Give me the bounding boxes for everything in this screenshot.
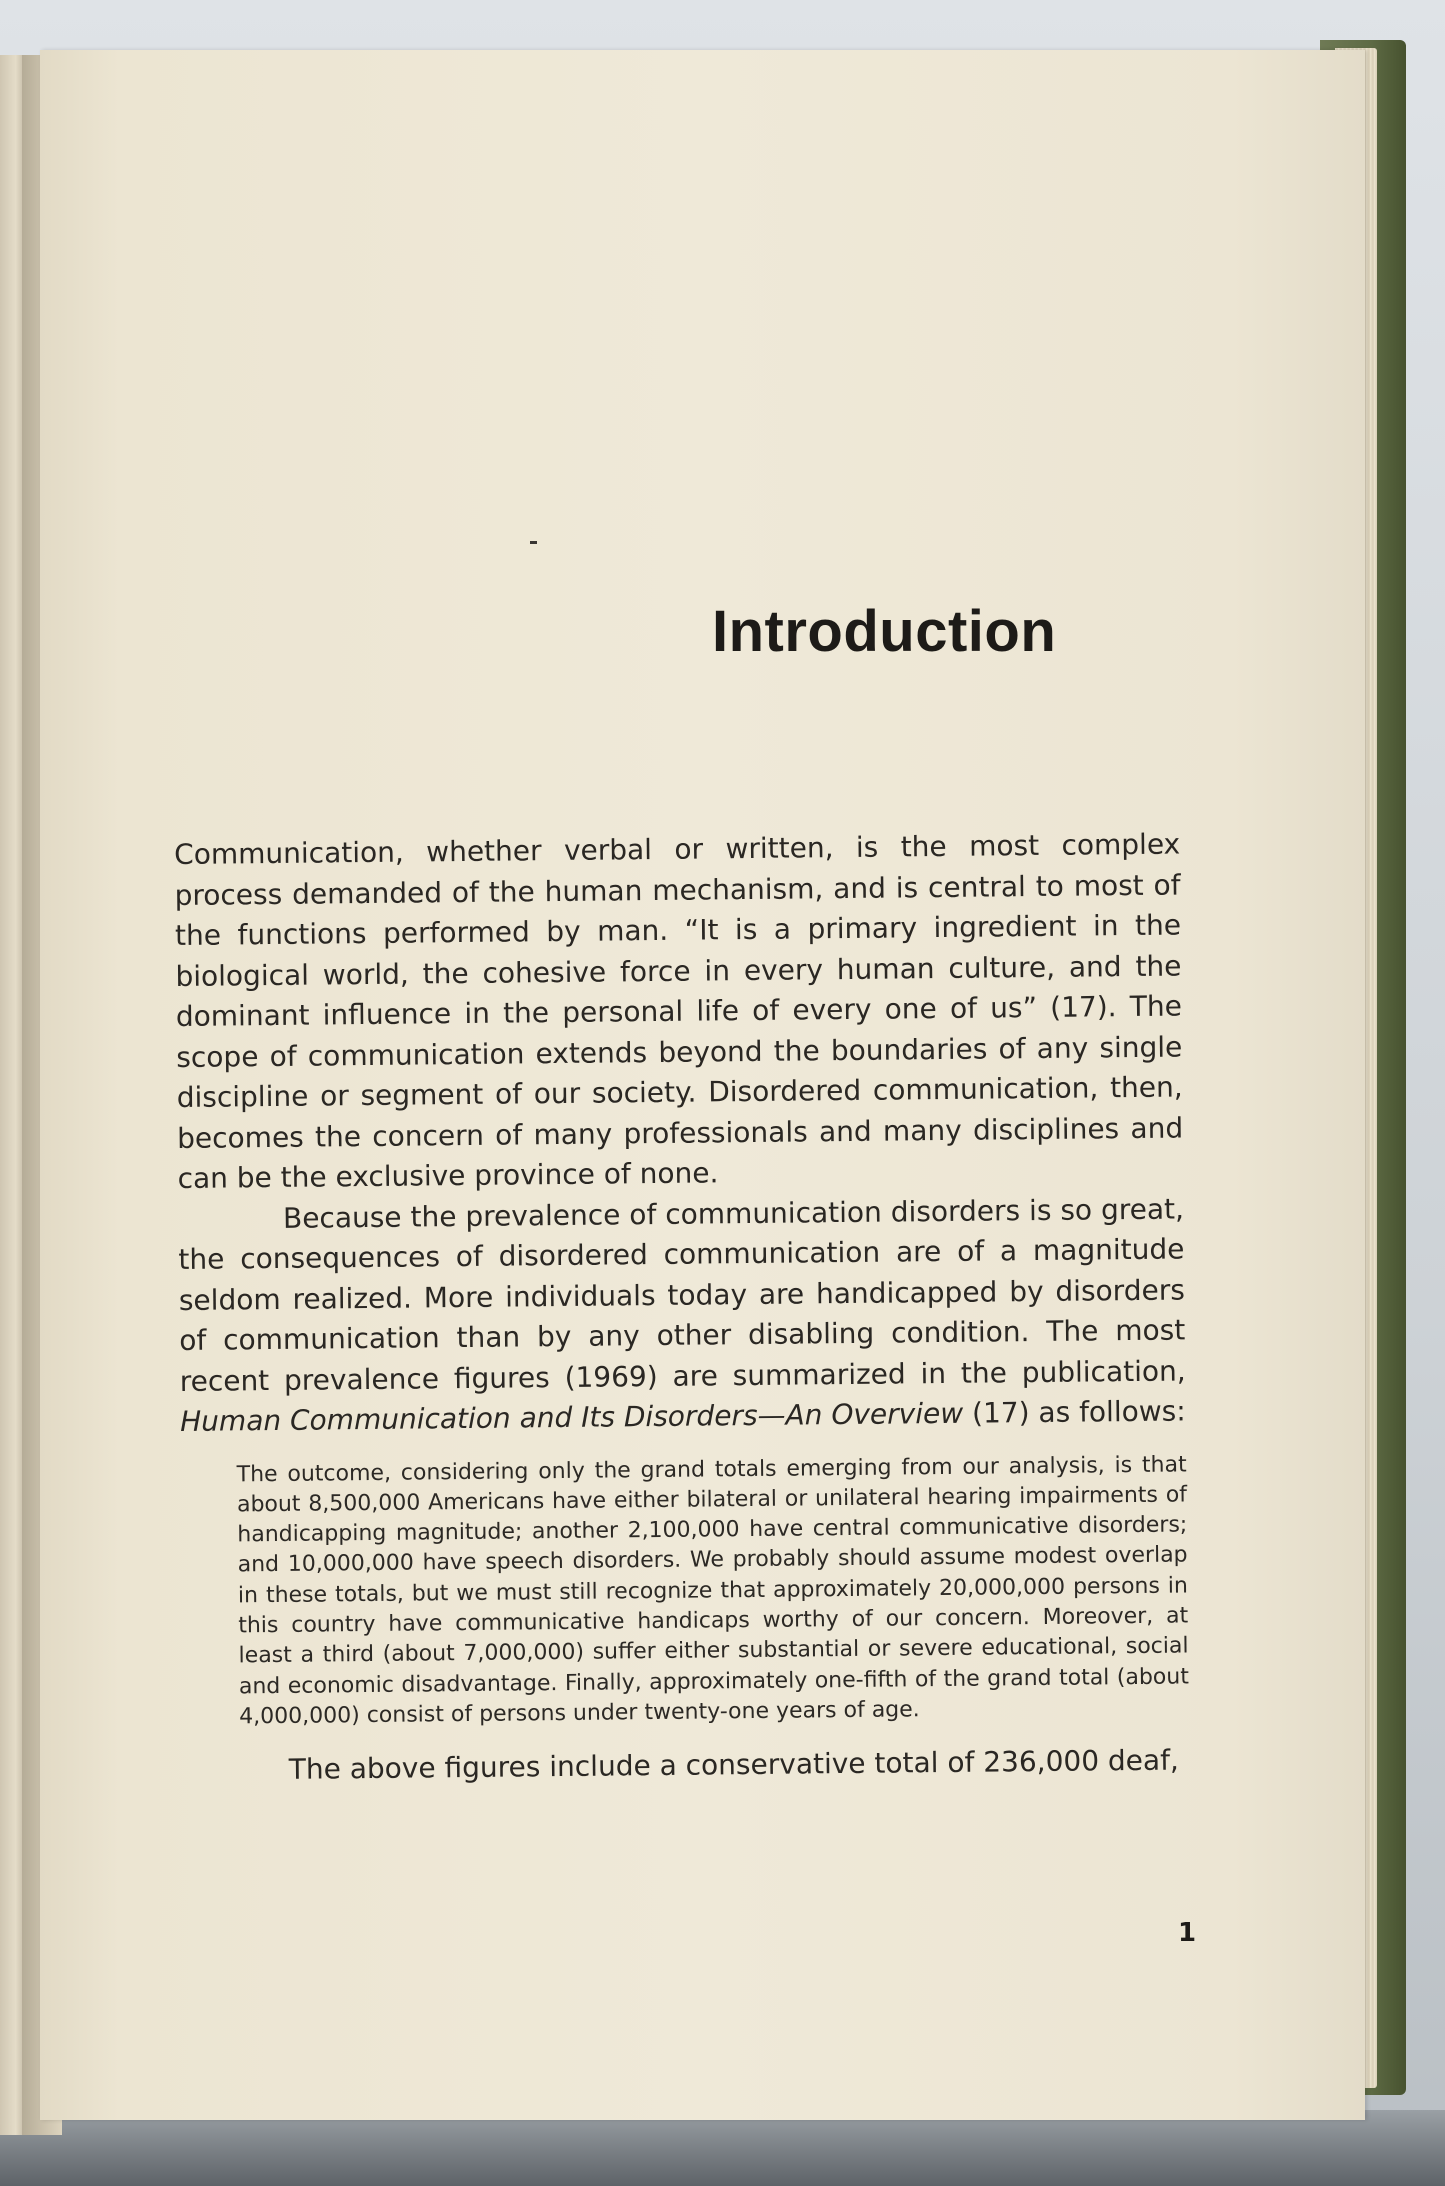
paragraph-2-tail: (17) as follows: <box>963 1394 1186 1430</box>
page-title: Introduction <box>712 599 1057 664</box>
paragraph-2 <box>178 1189 1186 1443</box>
desk-shadow <box>0 2110 1445 2186</box>
paragraph-3: The above figures include a conservative total of 236,000 deaf, <box>288 1743 1180 1787</box>
paragraph-1: Communication, whether verbal or written, is the most complex process demanded of the human mechanism, and is central to most of the functions performed by man. “It is a primary ingredient in the biological world, the cohesive force in every human culture, and the dominant influence in the personal life of every one of us” (17). The scope of communication extends beyond the boundaries of any single discipline or segment of our society. Disordered communication, then, becomes the concern of many professionals and many disciplines and can be the exclusive province of none. <box>174 827 1184 1195</box>
ink-speck <box>530 541 537 544</box>
body-text <box>174 824 1190 1791</box>
block-quote: The outcome, considering only the grand totals emerging from our analysis, is that about 8,500,000 Americans have either bilateral or unilateral hearing impairments of handicapping magnitude; another 2,100,000 have central communicative disorders; and 10,000,000 have speech disorders. We probably should assume modest overlap in these totals, but we must still recognize that approximately 20,000,000 persons in this country have communicative handicaps worthy of our concern. Moreover, at least a third (about 7,000,000) suffer either substantial or severe educational, social and economic disadvantage. Finally, approximately one-fifth of the grand total (about 4,000,000) consist of persons under twenty-one years of age. <box>236 1451 1189 1730</box>
publication-title: Human Communication and Its Disorders—An Overview <box>179 1396 964 1438</box>
paragraph-2-text: Because the prevalence of communication disorders is so great, the consequences of disordered communication are of a magnitude seldom realized. More individuals today are handicapped by disorders of communication than by any other disabling condition. The most recent prevalence figures (1969) are summarized in the publication, <box>178 1191 1186 1398</box>
page-number: 1 <box>1178 1918 1197 1948</box>
